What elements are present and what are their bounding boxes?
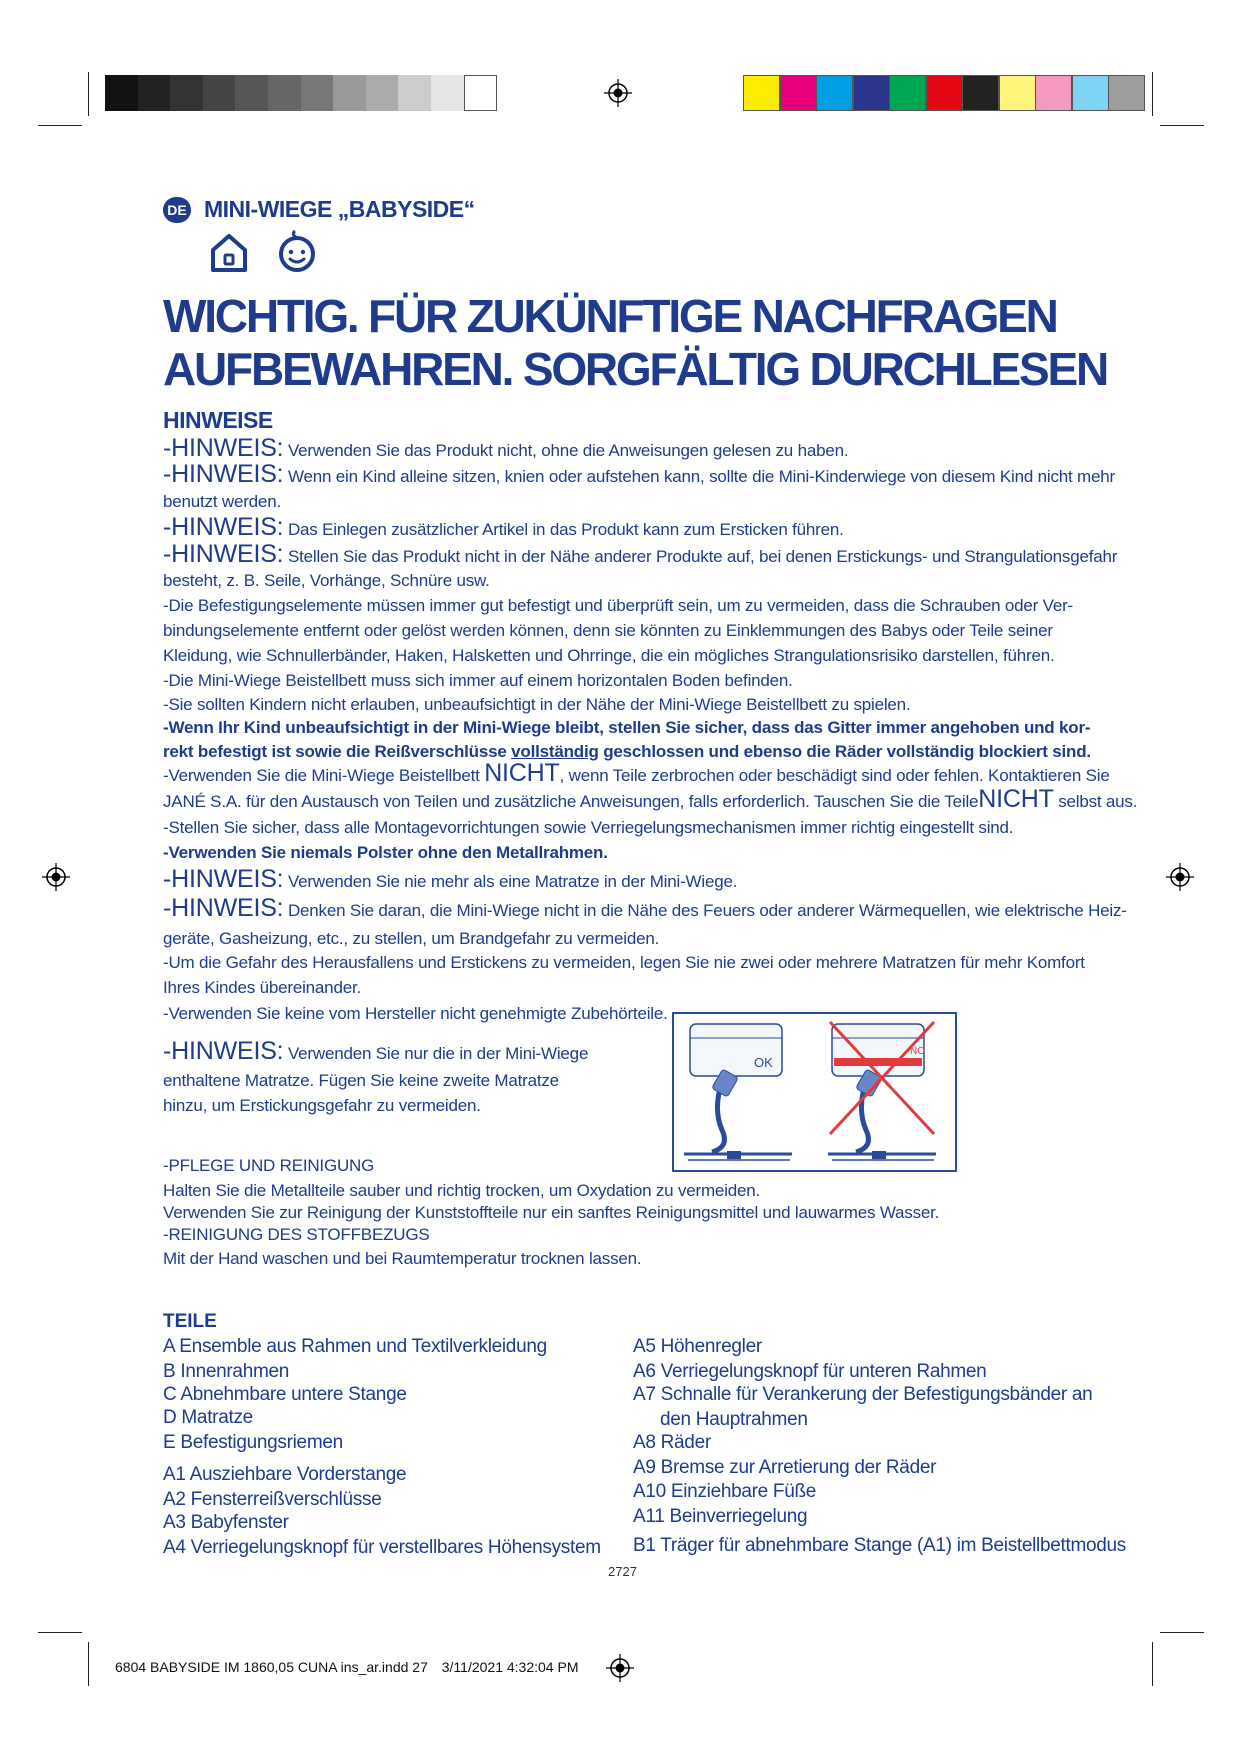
color-swatch xyxy=(743,75,780,111)
color-swatch xyxy=(398,75,431,111)
underlined-text: vollständig xyxy=(511,742,599,761)
note-line xyxy=(163,570,1093,592)
color-swatch xyxy=(333,75,366,111)
hinweis-label: -HINWEIS: xyxy=(163,865,284,893)
footer-file: 6804 BABYSIDE IM 1860,05 CUNA ins_ar.indd 27 xyxy=(115,1659,428,1675)
note-text: -Die Mini-Wiege Beistellbett muss sich immer auf einem horizontalen Boden befinden. xyxy=(163,671,793,690)
note-line: -Stellen Sie sicher, dass alle Montagevorrichtungen sowie Verriegelungsmechanismen immer richtig eingestellt sind. xyxy=(163,818,1014,837)
note-line xyxy=(163,434,1093,462)
color-swatch xyxy=(1108,75,1145,111)
emphasis-word: NICHT xyxy=(484,759,560,787)
note-line xyxy=(163,513,1093,541)
note-line xyxy=(163,670,1093,692)
note-line xyxy=(163,894,1127,922)
note-text: Wenn ein Kind alleine sitzen, knien oder aufstehen kann, sollte die Mini-Kinderwiege von diesem Kind nicht mehr xyxy=(283,467,1115,486)
parts-list-item: den Hauptrahmen xyxy=(660,1409,808,1430)
note-line xyxy=(163,865,1093,893)
parts-list-item: A3 Babyfenster xyxy=(163,1512,289,1533)
color-swatch xyxy=(889,75,926,111)
color-swatch xyxy=(1035,75,1072,111)
headline-line-1: WICHTIG. FÜR ZUKÜNFTIGE NACHFRAGEN xyxy=(163,290,1057,342)
hinweis-label: -HINWEIS: xyxy=(163,1037,284,1065)
note-text: besteht, z. B. Seile, Vorhänge, Schnüre usw. xyxy=(163,571,490,590)
home-icon xyxy=(208,232,250,274)
color-swatch xyxy=(105,75,138,111)
text-run: rekt befestigt ist sowie die Reißverschlüsse xyxy=(163,742,512,761)
care-line: Mit der Hand waschen und bei Raumtemperatur trocknen lassen. xyxy=(163,1249,642,1268)
note-line: enthaltene Matratze. Fügen Sie keine zweite Matratze xyxy=(163,1071,559,1090)
text-run: -Verwenden Sie die Mini-Wiege Beistellbett xyxy=(163,766,485,785)
hinweis-label: -HINWEIS: xyxy=(163,894,284,922)
registration-mark-icon xyxy=(42,863,70,891)
parts-list-item: A10 Einziehbare Füße xyxy=(633,1481,817,1502)
parts-list-item: B Innenrahmen xyxy=(163,1361,290,1382)
parts-list-item: E Befestigungsriemen xyxy=(163,1432,343,1453)
hinweis-label: -HINWEIS: xyxy=(163,540,284,568)
footer-date: 3/11/2021 4:32:04 PM xyxy=(441,1659,579,1675)
note-line: hinzu, um Erstickungsgefahr zu vermeiden. xyxy=(163,1096,481,1115)
parts-list-item: A Ensemble aus Rahmen und Textilverkleidung xyxy=(163,1336,547,1357)
crop-mark xyxy=(1152,72,1153,116)
color-swatch xyxy=(138,75,171,111)
parts-list-item: A9 Bremse zur Arretierung der Räder xyxy=(633,1457,937,1478)
color-swatch xyxy=(235,75,268,111)
hinweis-label: -HINWEIS: xyxy=(163,460,284,488)
crop-mark xyxy=(38,125,82,126)
color-swatch xyxy=(853,75,890,111)
section-heading-parts: TEILE xyxy=(163,1311,217,1332)
section-heading-notes: HINWEISE xyxy=(163,407,273,433)
parts-list-item: A6 Verriegelungsknopf für unteren Rahmen xyxy=(633,1361,987,1382)
color-swatch xyxy=(170,75,203,111)
crop-mark xyxy=(1152,1642,1153,1686)
note-text: benutzt werden. xyxy=(163,492,281,511)
crop-mark xyxy=(38,1632,82,1633)
text-run: geschlossen und ebenso die Räder vollständig blockiert sind. xyxy=(598,742,1091,761)
text-run: selbst aus. xyxy=(1053,792,1138,811)
parts-list-item: C Abnehmbare untere Stange xyxy=(163,1384,407,1405)
hinweis-label: -HINWEIS: xyxy=(163,434,284,462)
care-line: -REINIGUNG DES STOFFBEZUGS xyxy=(163,1225,430,1244)
emphasis-word: NICHT xyxy=(978,785,1054,813)
note-text: -Die Befestigungselemente müssen immer gut befestigt und überprüft sein, um zu vermeiden, dass die Schrauben oder Ver- xyxy=(163,596,1074,615)
no-label: NO xyxy=(910,1046,925,1057)
color-swatch xyxy=(431,75,464,111)
note-text: Stellen Sie das Produkt nicht in der Nähe anderer Produkte auf, bei denen Erstickungs- und Strangulationsgefahr xyxy=(283,547,1118,566)
parts-list-item: A1 Ausziehbare Vorderstange xyxy=(163,1464,407,1485)
note-line: geräte, Gasheizung, etc., zu stellen, um Brandgefahr zu vermeiden. xyxy=(163,929,660,948)
color-swatch xyxy=(962,75,999,111)
note-text: Kleidung, wie Schnullerbänder, Haken, Halsketten und Ohrringe, die ein mögliches Strangulationsrisiko darstellen, führen. xyxy=(163,646,1055,665)
color-swatch xyxy=(464,75,497,111)
note-line xyxy=(163,491,1093,513)
parts-list-item: A8 Räder xyxy=(633,1432,711,1453)
text-run: Verwenden Sie nur die in der Mini-Wiege xyxy=(283,1044,589,1063)
note-text: Das Einlegen zusätzlicher Artikel in das Produkt kann zum Ersticken führen. xyxy=(283,520,844,539)
color-swatch xyxy=(999,75,1036,111)
baby-face-icon xyxy=(275,230,319,274)
note-line xyxy=(163,694,1093,716)
text-run: Verwenden Sie nie mehr als eine Matratze in der Mini-Wiege. xyxy=(283,872,738,891)
parts-list-item: B1 Träger für abnehmbare Stange (A1) im Beistellbettmodus xyxy=(633,1535,1126,1556)
note-line xyxy=(163,460,1115,488)
page-number: 2727 xyxy=(608,1564,637,1579)
warning-bold-line: -Wenn Ihr Kind unbeaufsichtigt in der Mini-Wiege bleibt, stellen Sie sicher, dass das Gitter immer angehoben und kor- xyxy=(163,718,1091,737)
text-run: , wenn Teile zerbrochen oder beschädigt sind oder fehlen. Kontaktieren Sie xyxy=(559,766,1110,785)
color-swatch xyxy=(301,75,334,111)
ok-label: OK xyxy=(754,1055,773,1070)
text-run: JANÉ S.A. für den Austausch von Teilen und zusätzliche Anweisungen, falls erforderlich. Tauschen Sie die Teile xyxy=(163,792,979,811)
note-line xyxy=(163,595,1093,617)
care-line: -PFLEGE UND REINIGUNG xyxy=(163,1156,375,1175)
note-text: bindungselemente entfernt oder gelöst werden können, denn sie könnten zu Einklemmungen des Babys oder Teile seiner xyxy=(163,621,1053,640)
note-line xyxy=(163,759,1110,787)
registration-mark-icon xyxy=(606,1654,634,1682)
color-swatch xyxy=(780,75,817,111)
note-line: -Verwenden Sie keine vom Hersteller nicht genehmigte Zubehörteile. xyxy=(163,1004,668,1023)
warning-bold-line xyxy=(163,741,1093,763)
crib-ok-no-illustration xyxy=(672,1012,957,1172)
parts-list-item: A7 Schnalle für Verankerung der Befestigungsbänder an xyxy=(633,1384,1093,1405)
color-swatch xyxy=(816,75,853,111)
parts-list-item: A2 Fensterreißverschlüsse xyxy=(163,1489,382,1510)
care-line: Halten Sie die Metallteile sauber und richtig trocken, um Oxydation zu vermeiden. xyxy=(163,1181,761,1200)
note-text: Verwenden Sie das Produkt nicht, ohne die Anweisungen gelesen zu haben. xyxy=(283,441,849,460)
crop-mark xyxy=(1160,1632,1204,1633)
note-line xyxy=(163,1037,589,1065)
headline-line-2: AUFBEWAHREN. SORGFÄLTIG DURCHLESEN xyxy=(163,343,1108,395)
care-line: Verwenden Sie zur Reinigung der Kunststoffteile nur ein sanftes Reinigungsmittel und lauwarmes Wasser. xyxy=(163,1203,940,1222)
note-line xyxy=(163,620,1093,642)
registration-mark-icon xyxy=(604,79,632,107)
footer-slug xyxy=(115,1659,578,1675)
language-badge: DE xyxy=(163,197,191,223)
parts-list-item: D Matratze xyxy=(163,1407,253,1428)
color-swatch xyxy=(268,75,301,111)
crop-mark xyxy=(1160,125,1204,126)
product-title: MINI-WIEGE „BABYSIDE“ xyxy=(204,196,475,222)
crop-mark xyxy=(88,72,89,116)
color-swatch xyxy=(926,75,963,111)
note-line xyxy=(163,645,1093,667)
note-text: -Sie sollten Kindern nicht erlauben, unbeaufsichtigt in der Nähe der Mini-Wiege Beistellbett zu spielen. xyxy=(163,695,911,714)
warning-bold-line: -Verwenden Sie niemals Polster ohne den Metallrahmen. xyxy=(163,843,608,862)
hinweis-label: -HINWEIS: xyxy=(163,513,284,541)
parts-list-item: A11 Beinverriegelung xyxy=(633,1506,808,1527)
note-line xyxy=(163,540,1118,568)
parts-list-item: A4 Verriegelungsknopf für verstellbares Höhensystem xyxy=(163,1537,601,1558)
parts-list-item: A5 Höhenregler xyxy=(633,1336,762,1357)
color-swatch xyxy=(366,75,399,111)
color-swatch xyxy=(203,75,236,111)
text-run: Denken Sie daran, die Mini-Wiege nicht in die Nähe des Feuers oder anderer Wärmequellen, wie elektrische Heiz- xyxy=(283,901,1127,920)
color-swatch xyxy=(1072,75,1109,111)
note-line: -Um die Gefahr des Herausfallens und Erstickens zu vermeiden, legen Sie nie zwei oder mehrere Matratzen für mehr Komfort xyxy=(163,953,1085,972)
registration-mark-icon xyxy=(1166,863,1194,891)
crop-mark xyxy=(88,1642,89,1686)
note-line: Ihres Kindes übereinander. xyxy=(163,978,361,997)
note-line xyxy=(163,785,1138,813)
